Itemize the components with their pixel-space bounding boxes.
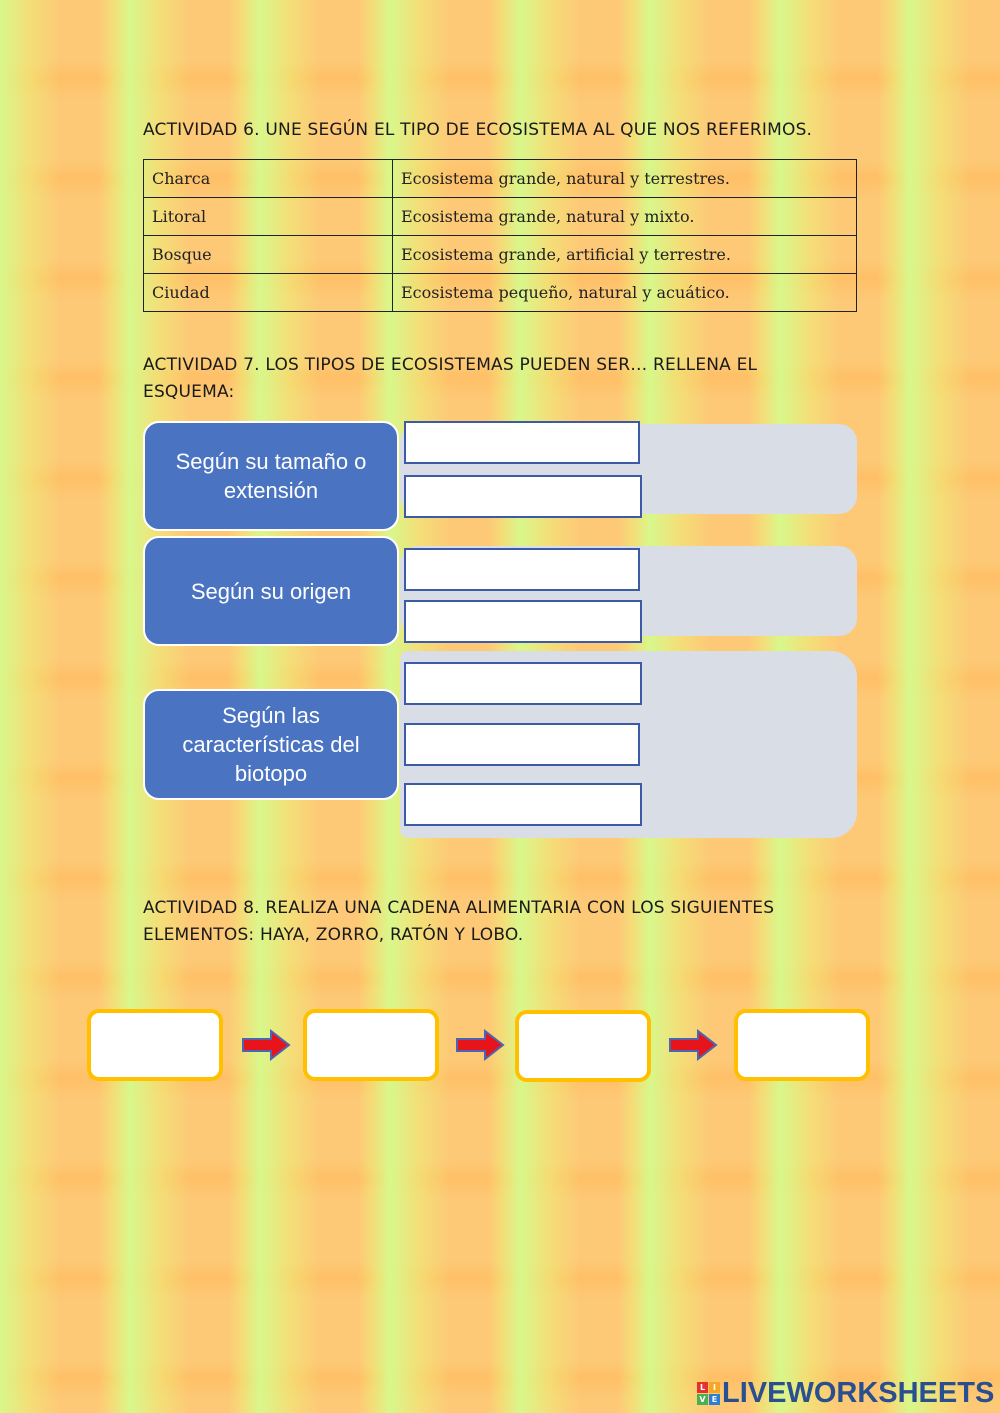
table-row xyxy=(144,160,857,198)
right-arrow-icon xyxy=(241,1029,291,1061)
logo-mark-letter: V xyxy=(697,1394,708,1405)
answer-box-size-2[interactable] xyxy=(404,475,642,518)
food-chain-box-3[interactable] xyxy=(515,1010,651,1082)
food-chain-box-4[interactable] xyxy=(734,1009,870,1081)
activity8-title-line1: ACTIVIDAD 8. REALIZA UNA CADENA ALIMENTARIA CON LOS SIGUIENTES xyxy=(143,898,775,918)
table-row xyxy=(144,274,857,312)
logo-mark-icon xyxy=(697,1382,720,1405)
logo-mark-letter: I xyxy=(709,1382,720,1393)
category-origin: Según su origen xyxy=(143,536,399,646)
right-arrow-icon xyxy=(668,1029,718,1061)
ecosystem-description[interactable]: Ecosistema grande, artificial y terrestre. xyxy=(393,236,857,274)
food-chain-box-1[interactable] xyxy=(87,1009,223,1081)
answer-box-origin-2[interactable] xyxy=(404,600,642,643)
ecosystem-name[interactable]: Bosque xyxy=(144,236,393,274)
ecosystem-description[interactable]: Ecosistema grande, natural y terrestres. xyxy=(393,160,857,198)
ecosystem-name[interactable]: Ciudad xyxy=(144,274,393,312)
category-biotope: Según las características del biotopo xyxy=(143,689,399,800)
ecosystem-name[interactable]: Charca xyxy=(144,160,393,198)
table-row xyxy=(144,198,857,236)
category-size: Según su tamaño o extensión xyxy=(143,421,399,531)
liveworksheets-logo xyxy=(697,1377,994,1410)
ecosystem-name[interactable]: Litoral xyxy=(144,198,393,236)
answer-box-biotope-1[interactable] xyxy=(404,662,642,705)
right-arrow-icon xyxy=(455,1029,505,1061)
ecosystem-description[interactable]: Ecosistema grande, natural y mixto. xyxy=(393,198,857,236)
answer-box-size-1[interactable] xyxy=(404,421,640,464)
activity8-title-line2: ELEMENTOS: HAYA, ZORRO, RATÓN Y LOBO. xyxy=(143,925,524,945)
answer-box-biotope-2[interactable] xyxy=(404,723,640,766)
answer-box-biotope-3[interactable] xyxy=(404,783,642,826)
activity6-title: ACTIVIDAD 6. UNE SEGÚN EL TIPO DE ECOSISTEMA AL QUE NOS REFERIMOS. xyxy=(143,120,813,140)
matching-table xyxy=(143,159,857,312)
activity7-title-line2: ESQUEMA: xyxy=(143,382,235,402)
logo-mark-letter: L xyxy=(697,1382,708,1393)
food-chain-box-2[interactable] xyxy=(303,1009,439,1081)
ecosystem-description[interactable]: Ecosistema pequeño, natural y acuático. xyxy=(393,274,857,312)
answer-box-origin-1[interactable] xyxy=(404,548,640,591)
logo-mark-letter: E xyxy=(709,1394,720,1405)
table-row xyxy=(144,236,857,274)
activity8-title xyxy=(143,895,774,949)
logo-text: LIVEWORKSHEETS xyxy=(722,1377,995,1409)
activity7-title xyxy=(143,352,757,406)
activity7-title-line1: ACTIVIDAD 7. LOS TIPOS DE ECOSISTEMAS PUEDEN SER… RELLENA EL xyxy=(143,355,758,375)
